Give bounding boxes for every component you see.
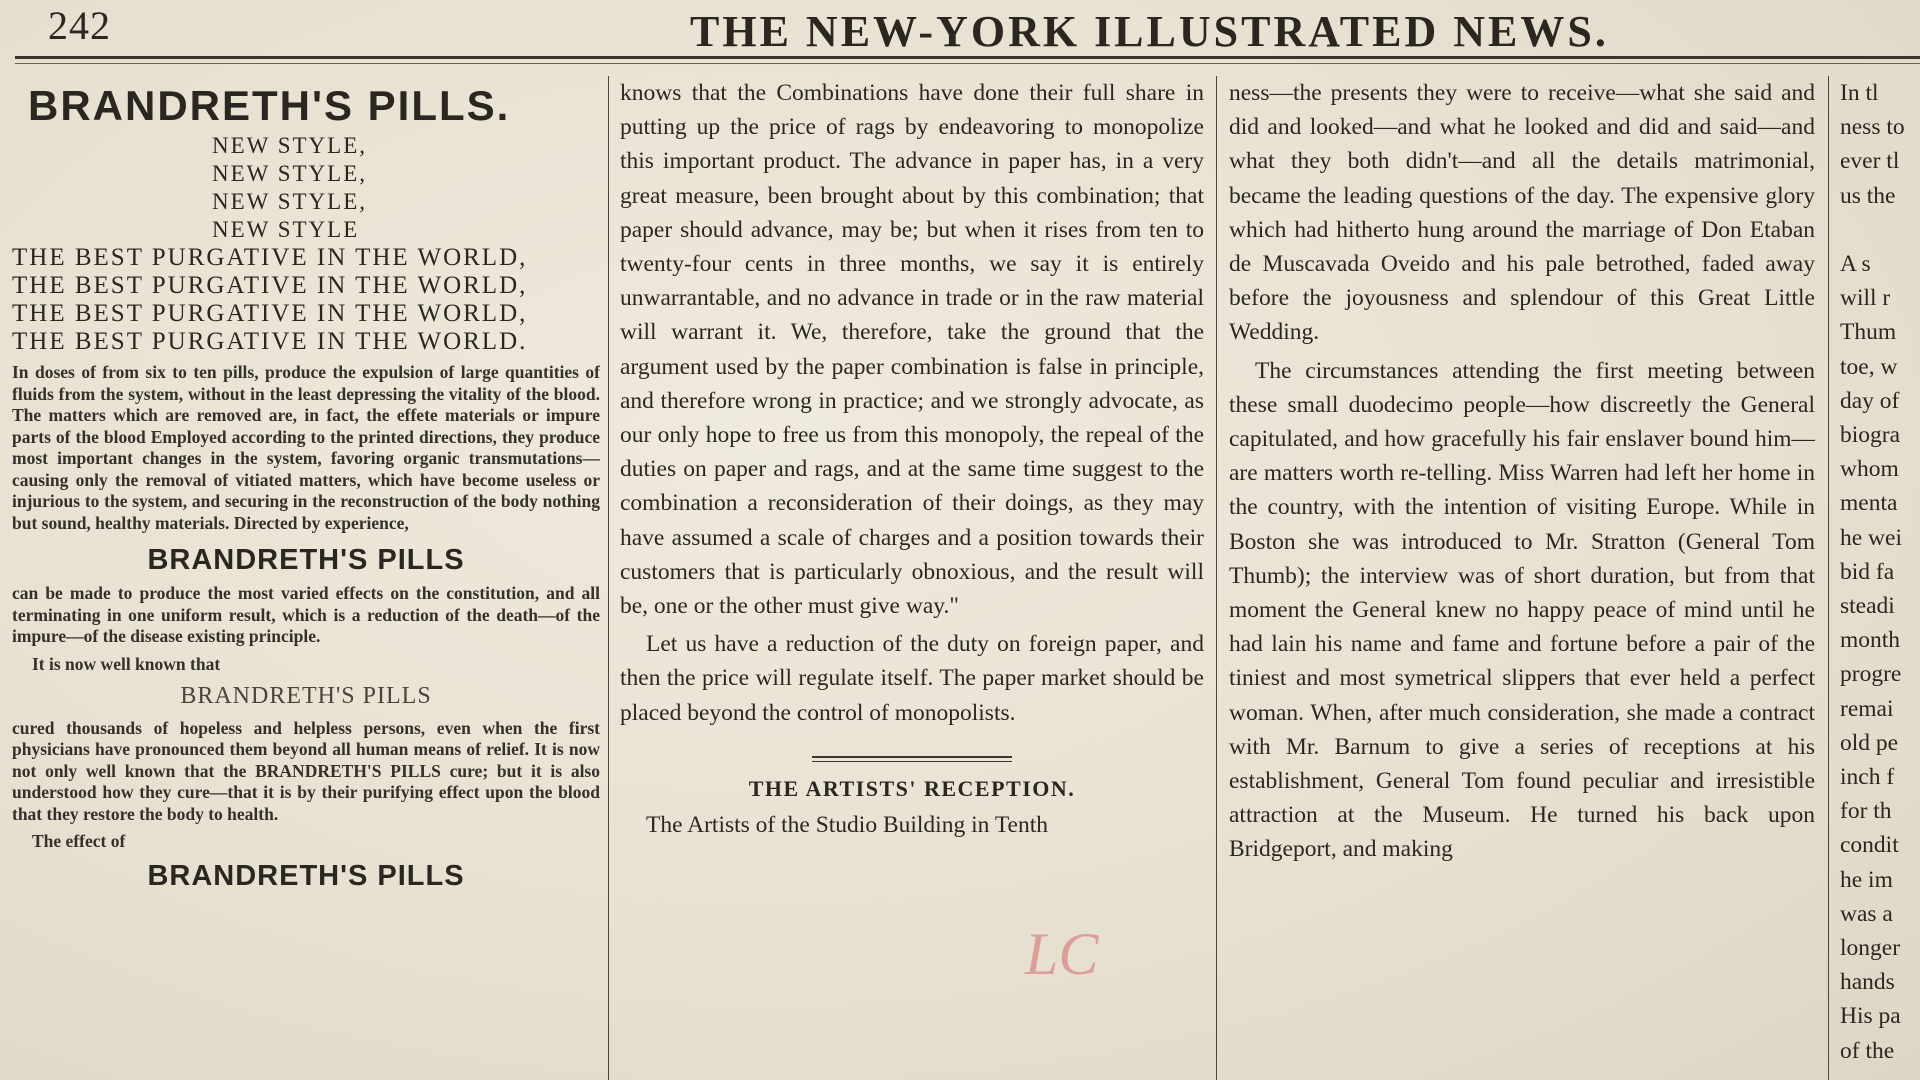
article-paragraph: ness—the presents they were to receive—what she said and did and looked—and what he looked and did and said—and what they both didn't—and all the details matrimonial, became the leading questions of the day. The expensive glory which had hitherto hung around the marriage of Don Etaban de Muscavada Oveido and his pale betrothed, faded away before the joyousness and splendour of this Great Little Wedding. bbox=[1229, 80, 1815, 346]
truncated-line: month bbox=[1840, 627, 1901, 654]
ad-subhead: BRANDRETH'S PILLS bbox=[147, 544, 465, 576]
truncated-line: Thum bbox=[1840, 319, 1897, 346]
truncated-line: old pe bbox=[1840, 729, 1899, 756]
truncated-line: biogra bbox=[1840, 422, 1901, 449]
column-rule bbox=[1216, 76, 1217, 1080]
masthead bbox=[0, 0, 1920, 60]
ad-best-line: THE BEST PURGATIVE IN THE WORLD, bbox=[12, 244, 528, 271]
ad-subhead: BRANDRETH'S PILLS bbox=[147, 860, 465, 892]
truncated-line: remai bbox=[1840, 695, 1894, 722]
masthead-rule bbox=[15, 56, 1920, 59]
ad-best-line: THE BEST PURGATIVE IN THE WORLD. bbox=[12, 328, 528, 355]
truncated-line: condit bbox=[1840, 832, 1899, 859]
truncated-line: A s bbox=[1840, 251, 1871, 278]
ad-new-style-line: NEW STYLE, bbox=[212, 189, 368, 214]
truncated-line: menta bbox=[1840, 490, 1898, 517]
ad-best-line: THE BEST PURGATIVE IN THE WORLD, bbox=[12, 272, 528, 299]
column-wedding-article bbox=[1229, 76, 1815, 867]
truncated-line: for th bbox=[1840, 798, 1892, 825]
article-paragraph: The Artists of the Studio Building in Tenth bbox=[646, 811, 1048, 838]
column-rule bbox=[608, 76, 609, 1080]
truncated-line: he wei bbox=[1840, 524, 1902, 551]
section-divider bbox=[812, 756, 1012, 762]
truncated-line: hands bbox=[1840, 969, 1895, 996]
ad-best-line: THE BEST PURGATIVE IN THE WORLD, bbox=[12, 300, 528, 327]
ad-line: The effect of bbox=[32, 831, 126, 851]
newspaper-title: THE NEW-YORK ILLUSTRATED NEWS. bbox=[690, 7, 1609, 56]
truncated-line: us the bbox=[1840, 182, 1896, 209]
truncated-line: was a bbox=[1840, 900, 1893, 927]
ad-new-style-line: NEW STYLE, bbox=[212, 161, 368, 186]
masthead-rule-thin bbox=[15, 63, 1920, 64]
ad-title: BRANDRETH'S PILLS. bbox=[28, 82, 511, 129]
article-paragraph: Let us have a reduction of the duty on foreign paper, and then the price will regulate itself. The paper market should be placed beyond the control of monopolists. bbox=[620, 631, 1204, 726]
ad-paragraph: can be made to produce the most varied effects on the constitution, and all terminating in one uniform result, which is a reduction of the death—of the impure—of the disease existing principle. bbox=[12, 583, 600, 646]
library-stamp: LC bbox=[1025, 921, 1099, 987]
ad-paragraph: cured thousands of hopeless and helpless persons, even when the first physicians have pronounced them beyond all human means of relief. It is now not only well known that the BRANDRETH'S PILLS cure; but it is also understood how they cure—that it is by their purifying effect upon the blood that they restore the body to health. bbox=[12, 717, 600, 824]
truncated-line: inch f bbox=[1840, 764, 1895, 791]
truncated-line: steadi bbox=[1840, 593, 1895, 620]
truncated-line: longer bbox=[1840, 935, 1901, 962]
ad-line: It is now well known that bbox=[32, 653, 221, 674]
column-rule bbox=[1828, 76, 1829, 1080]
truncated-line: whom bbox=[1840, 456, 1899, 483]
truncated-line: progre bbox=[1840, 661, 1902, 688]
article-paragraph: knows that the Combinations have done their full share in putting up the price of rags by endeavoring to monopolize this important product. The advance in paper has, in a very great measure, been brought about by this combination; that paper should advance, may be; but when it rises from ten to twenty-four cents in three months, we say it is entirely unwarrantable, and no advance in trade or in the raw material will warrant it. We, therefore, take the ground that the argument used by the paper combination is false in principle, and therefore wrong in practice; and we strongly advocate, as our only hope to free us from this monopoly, the repeal of the duties on paper and rags, and at the same time suggest to the combination a reconsideration of their doings, as they may have assumed a scale of charges and a position towards their customers that is particularly obnoxious, and the result will be, one or the other must give way." bbox=[620, 80, 1204, 620]
column-truncated bbox=[1840, 76, 1920, 1068]
column-advertisement bbox=[12, 76, 600, 899]
column-editorial bbox=[620, 76, 1204, 842]
truncated-line: he im bbox=[1840, 866, 1893, 893]
article-paragraph: The circumstances attending the first meeting between these small duodecimo people—how discreetly the General capitulated, and how gracefully his fair enslaver bound him—are matters worth re-telling. Miss Warren had left her home in the country, with the intention of visiting Europe. While in Boston she was introduced to Mr. Stratton (General Tom Thumb); the interview was of short duration, but from that moment the General knew no happy peace of mind until he had lain his name and fame and fortune before a pair of the tiniest and most symetrical slippers that ever held a perfect woman. When, after much consideration, she made a contract with Mr. Barnum to give a series of receptions at his establishment, General Tom found peculiar and irresistible attraction at the Museum. He turned his back upon Bridgeport, and making bbox=[1229, 357, 1815, 863]
truncated-line: His pa bbox=[1840, 1003, 1901, 1030]
truncated-line: toe, w bbox=[1840, 353, 1898, 380]
truncated-line: will r bbox=[1840, 285, 1891, 312]
truncated-line: of the bbox=[1840, 1037, 1895, 1064]
ad-new-style-line: NEW STYLE, bbox=[212, 133, 368, 158]
truncated-line bbox=[1840, 213, 1920, 247]
truncated-line: bid fa bbox=[1840, 558, 1895, 585]
ad-paragraph: In doses of from six to ten pills, produce the expulsion of large quantities of fluids from the system, without in the least depressing the vitality of the blood. The matters which are removed are, in fact, the effete materials or impure parts of the blood Employed according to the printed directions, they produce most important changes in the system, favoring organic transmutations—causing only the removal of vitiated matters, which have become useless or injurious to the system, and securing in the reconstruction of the body nothing but sound, healthy materials. Directed by experience, bbox=[12, 362, 600, 533]
page-number: 242 bbox=[48, 3, 111, 48]
truncated-line: ever tl bbox=[1840, 148, 1900, 175]
section-heading: THE ARTISTS' RECEPTION. bbox=[748, 775, 1076, 801]
truncated-line: In tl bbox=[1840, 80, 1879, 106]
ad-subhead: BRANDRETH'S PILLS bbox=[180, 682, 432, 709]
truncated-line: ness to bbox=[1840, 114, 1905, 141]
ad-new-style-line: NEW STYLE bbox=[212, 217, 360, 242]
truncated-line: day of bbox=[1840, 387, 1900, 414]
